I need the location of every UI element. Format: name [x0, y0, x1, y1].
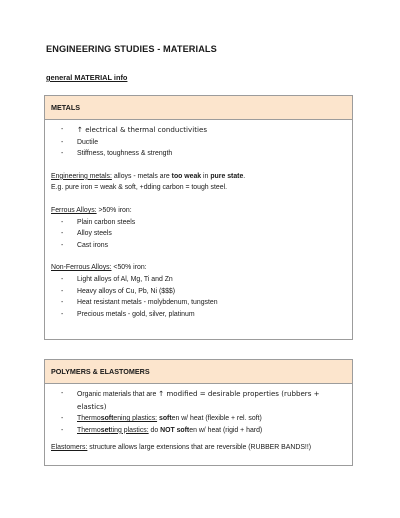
eng-bold-2: pure state: [210, 172, 244, 180]
ferrous-item: - Alloy steels: [51, 228, 346, 240]
organic-text-1: Organic materials that are: [77, 391, 159, 398]
polymers-body: [45, 384, 352, 454]
polymers-box: [44, 359, 353, 466]
eng-text-1: alloys - metals are: [111, 172, 172, 180]
organic-text-2: ↑ modified = desirable properties (rubbers + elastics): [77, 389, 320, 411]
ferrous-item: - Cast irons: [51, 240, 346, 252]
metals-box: [44, 95, 353, 340]
thermoset-e: NOT soft: [160, 426, 190, 434]
thermosoft-b: soft: [100, 415, 114, 423]
metals-prop-item: - Stiffness, toughness & strength: [51, 148, 346, 160]
nonferrous-item: - Precious metals - gold, silver, platinum: [51, 309, 346, 321]
nonferrous-item: - Heavy alloys of Cu, Pb, Ni ($$$): [51, 286, 346, 298]
thermoset-b: set: [100, 426, 111, 434]
thermoset-d: do: [148, 426, 161, 434]
metals-prop-item: - ↑ electrical & thermal conductivities: [51, 124, 346, 137]
thermosoft-c: ening plastics:: [113, 415, 158, 423]
engineering-metals-label: Engineering metals:: [51, 172, 112, 180]
nonferrous-item: - Heat resistant metals - molybdenum, tungsten: [51, 297, 346, 309]
ferrous-text: >50% iron:: [96, 206, 132, 214]
engineering-example: E.g. pure iron = weak & soft, +dding carbon = tough steel.: [51, 184, 228, 192]
thermosoft-a: Thermo: [77, 415, 101, 423]
eng-bold-1: too weak: [171, 172, 202, 180]
thermosoft-e: soft: [158, 415, 172, 423]
nonferrous-label: Non-Ferrous Alloys:: [51, 264, 112, 272]
section-subtitle: general MATERIAL info: [46, 73, 128, 82]
eng-text-2: in: [201, 172, 211, 180]
metals-body: [45, 120, 352, 320]
elastomers-text: structure allows large extensions that are reversible (RUBBER BANDS!!): [87, 444, 312, 452]
thermosetting-item: [51, 425, 346, 437]
engineering-metals-line: [51, 171, 346, 183]
thermosoft-f: en w/ heat (flexible + rel. soft): [171, 415, 262, 423]
ferrous-line: [51, 205, 346, 217]
metals-header: METALS: [45, 96, 352, 120]
thermoset-c: ting plastics:: [110, 426, 149, 434]
eng-text-3: .: [243, 172, 246, 180]
metals-prop-item: - Ductile: [51, 137, 346, 149]
elastomers-label: Elastomers:: [51, 444, 88, 452]
polymers-header: POLYMERS & ELASTOMERS: [45, 360, 352, 384]
document-title: ENGINEERING STUDIES - MATERIALS: [46, 44, 217, 54]
polymers-organic-item: [51, 388, 346, 413]
ferrous-item: - Plain carbon steels: [51, 217, 346, 229]
nonferrous-item: - Light alloys of Al, Mg, Ti and Zn: [51, 274, 346, 286]
nonferrous-text: <50% iron:: [111, 264, 147, 272]
elastomers-line: [51, 442, 346, 454]
thermoset-f: en w/ heat (rigid + hard): [189, 426, 263, 434]
thermoset-a: Thermo: [77, 426, 101, 434]
nonferrous-line: [51, 262, 346, 274]
ferrous-label: Ferrous Alloys:: [51, 206, 97, 214]
thermosoftening-item: [51, 413, 346, 425]
